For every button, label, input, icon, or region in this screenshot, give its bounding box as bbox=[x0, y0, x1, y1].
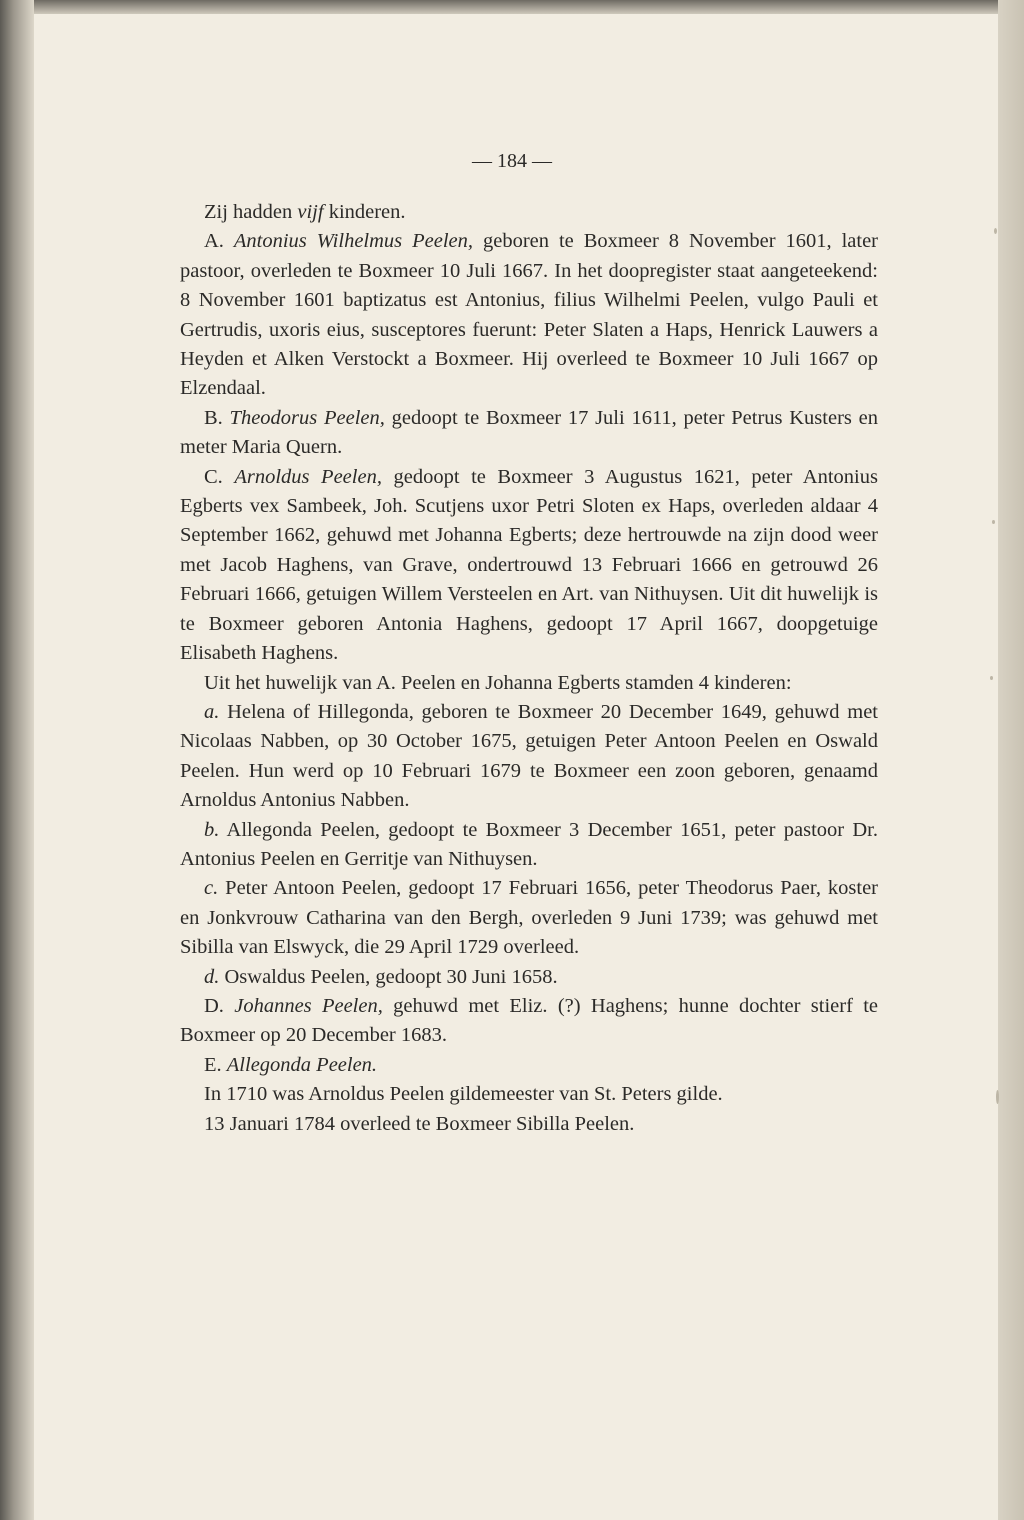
paper-speck bbox=[994, 228, 997, 234]
paragraph bbox=[180, 874, 878, 962]
text-run: A. bbox=[204, 230, 234, 253]
italic-text: a. bbox=[204, 700, 220, 723]
italic-text: b. bbox=[204, 818, 220, 841]
italic-text: vijf bbox=[297, 201, 324, 223]
page-top-edge bbox=[0, 0, 1024, 14]
page-right-edge bbox=[998, 0, 1024, 1520]
paper-speck bbox=[996, 1090, 999, 1104]
paragraph bbox=[180, 992, 878, 1051]
italic-text: c. bbox=[204, 877, 219, 900]
text-run: kinderen. bbox=[323, 201, 406, 223]
paragraph bbox=[180, 198, 878, 227]
paragraph bbox=[180, 698, 878, 816]
text-run: C. bbox=[204, 465, 235, 488]
paragraph bbox=[180, 1051, 878, 1080]
text-run: gedoopt te Boxmeer 3 Augustus 1621, peter Antonius Egberts vex Sambeek, Joh. Scutjens uxor Petri Sloten ex Haps, overleden aldaar 4 September 1662, gehuwd met Johanna Egberts; deze hertrouwde na zijn dood weer met Jacob Haghens, van Grave, ondertrouwd 13 Februari 1666 en getrouwd 26 Februari 1666, getuigen Willem Versteelen en Art. van Nithuysen. Uit dit huwelijk is te Boxmeer geboren Antonia Haghens, gedoopt 17 April 1667, doopgetuige Elisabeth Haghens. bbox=[180, 465, 878, 665]
paragraph bbox=[180, 963, 878, 992]
book-spine bbox=[0, 0, 34, 1520]
text-run: 13 Januari 1784 overleed te Boxmeer Sibilla Peelen. bbox=[204, 1112, 635, 1135]
page-number: — 184 — bbox=[472, 150, 552, 172]
text-run: Zij hadden bbox=[204, 201, 298, 223]
text-run: gedoopt te Boxmeer 17 Juli 1611, peter Petrus Kusters en meter Maria Quern. bbox=[180, 406, 878, 459]
paragraph bbox=[180, 1110, 878, 1139]
italic-text: d. bbox=[204, 965, 220, 988]
text-run: D. bbox=[204, 994, 235, 1017]
italic-text: Allegonda Peelen. bbox=[226, 1053, 378, 1076]
paper-speck bbox=[990, 676, 993, 680]
text-run: geboren te Boxmeer 8 November 1601, later pastoor, overleden te Boxmeer 10 Juli 1667. In het doopregister staat aangeteekend: 8 November 1601 baptizatus est Antonius, filius Wilhelmi Peelen, vulgo Pauli et Gertrudis, uxoris eius, susceptores fuerunt: Peter Slaten a Haps, Henrick Lauwers a Heyden et Alken Verstockt a Boxmeer. Hij overleed te Boxmeer 10 Juli 1667 op Elzendaal. bbox=[180, 230, 878, 400]
italic-text: Arnoldus Peelen, bbox=[234, 465, 382, 488]
paragraph bbox=[180, 463, 878, 669]
text-run: Allegonda Peelen, gedoopt te Boxmeer 3 December 1651, peter pastoor Dr. Antonius Peelen en Gerritje van Nithuysen. bbox=[180, 818, 878, 870]
italic-text: Johannes Peelen, bbox=[234, 994, 383, 1017]
italic-text: Antonius Wilhelmus Peelen, bbox=[233, 230, 474, 253]
text-run: Peter Antoon Peelen, gedoopt 17 Februari 1656, peter Theodorus Paer, koster en Jonkvrouw Catharina van den Bergh, overleden 9 Juni 1739; was gehuwd met Sibilla van Elswyck, die 29 April 1729 overleed. bbox=[180, 877, 878, 959]
paragraph bbox=[180, 669, 878, 698]
text-run: Oswaldus Peelen, gedoopt 30 Juni 1658. bbox=[219, 965, 558, 988]
paper-speck bbox=[992, 520, 995, 524]
body-text bbox=[180, 198, 878, 1139]
paragraph bbox=[180, 816, 878, 875]
paragraph bbox=[180, 227, 878, 403]
text-run: E. bbox=[204, 1053, 227, 1076]
text-run: gehuwd met Eliz. (?) Haghens; hunne dochter stierf te Boxmeer op 20 December 1683. bbox=[180, 994, 878, 1047]
text-run: Helena of Hillegonda, geboren te Boxmeer 20 December 1649, gehuwd met Nicolaas Nabben, op 30 October 1675, getuigen Peter Antoon Peelen en Oswald Peelen. Hun werd op 10 Februari 1679 te Boxmeer een zoon geboren, genaamd Arnoldus Antonius Nabben. bbox=[180, 700, 878, 812]
text-run: Uit het huwelijk van A. Peelen en Johanna Egberts stamden 4 kinderen: bbox=[204, 671, 792, 694]
text-run: B. bbox=[204, 406, 230, 429]
paragraph bbox=[180, 404, 878, 463]
text-run: In 1710 was Arnoldus Peelen gildemeester van St. Peters gilde. bbox=[204, 1083, 723, 1106]
italic-text: Theodorus Peelen, bbox=[229, 406, 385, 429]
paragraph bbox=[180, 1080, 878, 1109]
